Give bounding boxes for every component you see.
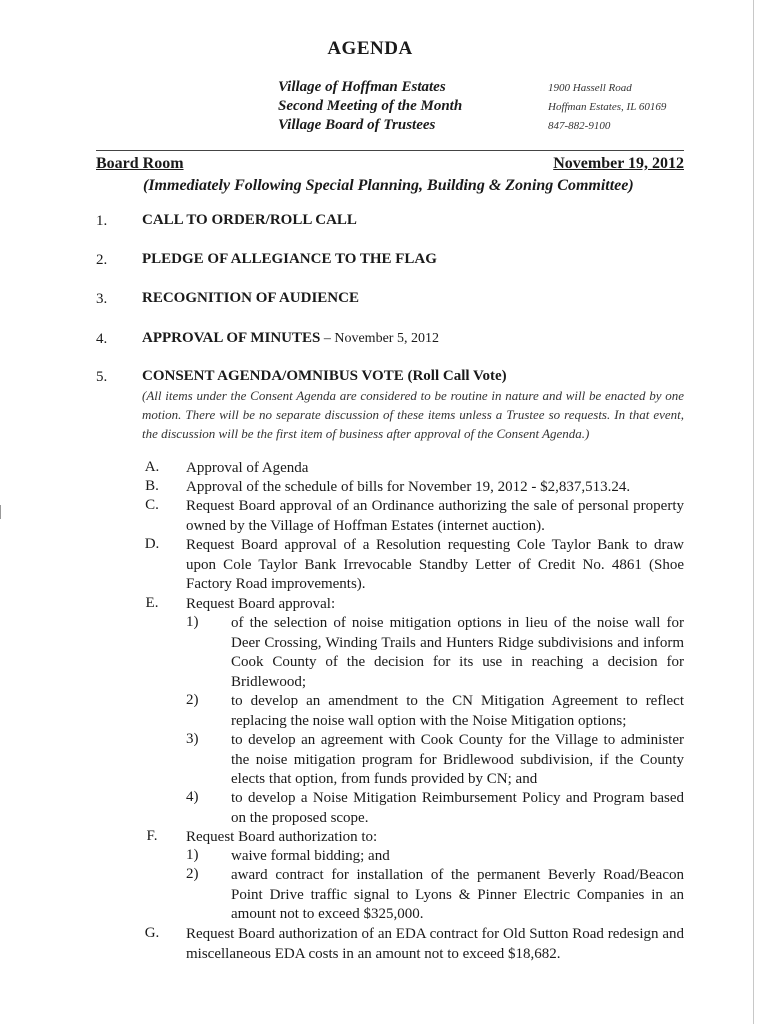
consent-note: (All items under the Consent Agenda are considered to be routine in nature and will be enacted by one motion. There will be no separate discussion of these items unless a Trustee so requests. In that event, the discussion will be the first item of business after approval of the Consent Agenda.)	[142, 388, 684, 441]
consent-item-text: Request Board authorization to:	[186, 829, 378, 845]
consent-item-text: Request Board approval of a Resolution requesting Cole Taylor Bank to draw upon Cole Taylor Bank Irrevocable Standby Letter of Credit No. 4861 (Shoe Factory Road improvements).	[186, 537, 684, 592]
consent-item-text: Approval of the schedule of bills for November 19, 2012 - $2,837,513.24.	[186, 479, 631, 495]
item-number: 5.	[96, 369, 108, 385]
header-divider	[96, 150, 684, 151]
consent-item-text: Approval of Agenda	[186, 460, 309, 476]
consent-letter: G.	[144, 925, 160, 941]
consent-item-text: Request Board approval:	[186, 596, 336, 612]
item-number: 2.	[96, 252, 108, 268]
consent-item-text: Request Board approval of an Ordinance authorizing the sale of personal property owned by the Village of Hoffman Estates (internet auction).	[186, 498, 684, 534]
consent-letter: E.	[145, 595, 159, 611]
subitem-number: 1)	[186, 847, 199, 863]
org-name: Village of Hoffman Estates	[278, 79, 446, 95]
subitem-number: 2)	[186, 866, 199, 882]
subitem-text: award contract for installation of the permanent Beverly Road/Beacon Point Drive traffic signal to Lyons & Pinner Electric Companies in an amount not to exceed $325,000.	[231, 867, 684, 922]
subitem-text: of the selection of noise mitigation options in lieu of the noise wall for Deer Crossing, Winding Trails and Hunters Ridge subdivisions and inform Cook County of the decision for its use in reaching a decision for Bridlewood;	[231, 615, 684, 690]
consent-letter: B.	[145, 478, 159, 494]
meeting-type: Second Meeting of the Month	[278, 98, 463, 114]
consent-letter: F.	[146, 828, 158, 844]
scan-edge-mark	[0, 505, 1, 519]
subitem-number: 1)	[186, 614, 199, 630]
meeting-date: November 19, 2012	[553, 155, 684, 172]
phone-number: 847-882-9100	[548, 120, 611, 132]
item-heading: APPROVAL OF MINUTES – November 5, 2012	[142, 330, 439, 346]
minutes-date: – November 5, 2012	[320, 331, 439, 346]
page-title: AGENDA	[327, 38, 413, 59]
item-heading: PLEDGE OF ALLEGIANCE TO THE FLAG	[142, 251, 437, 267]
address-city: Hoffman Estates, IL 60169	[548, 101, 667, 113]
consent-item-text: Request Board authorization of an EDA contract for Old Sutton Road redesign and miscellaneous EDA costs in an amount not to exceed $18,682.	[186, 926, 684, 962]
subitem-text: to develop a Noise Mitigation Reimbursement Policy and Program based on the proposed scope.	[231, 790, 684, 826]
subitem-number: 3)	[186, 731, 199, 747]
consent-letter: D.	[144, 536, 160, 552]
subitem-number: 2)	[186, 692, 199, 708]
item-heading: RECOGNITION OF AUDIENCE	[142, 290, 359, 306]
subitem-text: to develop an agreement with Cook County for the Village to administer the noise mitigation program for Bridlewood subdivision, if the County elects that option, from funds provided by CN; and	[231, 732, 684, 787]
address-street: 1900 Hassell Road	[548, 82, 632, 94]
subitem-text: to develop an amendment to the CN Mitigation Agreement to reflect replacing the noise wall option with the Noise Mitigation options;	[231, 693, 684, 729]
subitem-number: 4)	[186, 789, 199, 805]
consent-letter: A.	[144, 459, 160, 475]
item-number: 3.	[96, 291, 108, 307]
scan-edge-line	[753, 0, 754, 1024]
consent-letter: C.	[145, 497, 159, 513]
meeting-location: Board Room	[96, 155, 184, 172]
meeting-subtitle: (Immediately Following Special Planning, Building & Zoning Committee)	[143, 177, 634, 194]
item-heading: CALL TO ORDER/ROLL CALL	[142, 212, 357, 228]
item-number: 1.	[96, 213, 108, 229]
board-name: Village Board of Trustees	[278, 117, 436, 133]
item-number: 4.	[96, 331, 108, 347]
subitem-text: waive formal bidding; and	[231, 848, 390, 864]
item-heading: CONSENT AGENDA/OMNIBUS VOTE (Roll Call Vote)	[142, 368, 507, 384]
